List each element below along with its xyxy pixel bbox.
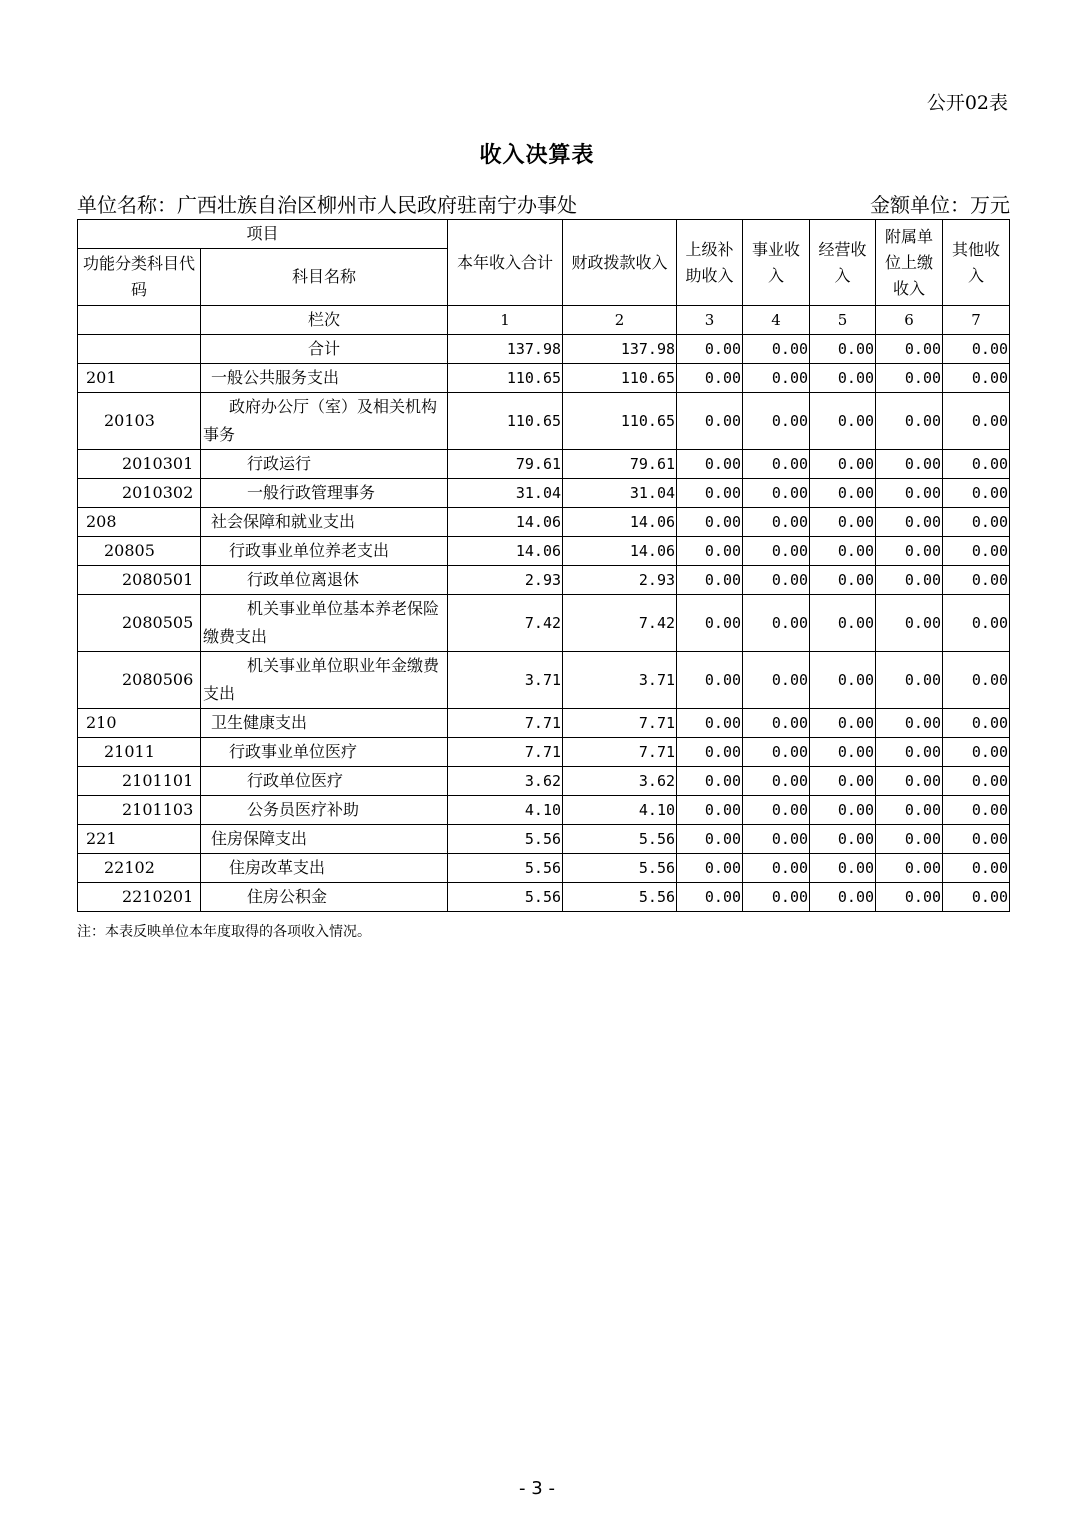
amount-cell: 7.71	[448, 709, 563, 738]
amount-cell: 0.00	[677, 450, 743, 479]
amount-cell: 0.00	[810, 652, 876, 709]
subject-code: 2010301	[78, 450, 201, 479]
amount-cell: 0.00	[677, 537, 743, 566]
table-row	[78, 364, 1010, 393]
amount-cell: 14.06	[563, 508, 677, 537]
amount-cell: 0.00	[810, 738, 876, 767]
amount-cell: 0.00	[876, 825, 943, 854]
amount-cell: 0.00	[943, 709, 1010, 738]
subject-code: 2080505	[78, 595, 201, 652]
amount-cell: 0.00	[677, 767, 743, 796]
total-row	[78, 335, 1010, 364]
subject-name: 行政事业单位医疗	[201, 738, 448, 767]
amount-cell: 3.62	[448, 767, 563, 796]
subject-code: 2080501	[78, 566, 201, 595]
amount-cell: 0.00	[943, 393, 1010, 450]
amount-cell: 0.00	[743, 709, 810, 738]
subject-code: 201	[78, 364, 201, 393]
amount-cell: 5.56	[563, 883, 677, 912]
amount-cell: 2.93	[563, 566, 677, 595]
amount-cell: 0.00	[810, 883, 876, 912]
amount-cell: 7.71	[563, 709, 677, 738]
amount-cell: 110.65	[563, 364, 677, 393]
col-number: 4	[743, 306, 810, 335]
amount-cell: 0.00	[943, 738, 1010, 767]
col-number: 3	[677, 306, 743, 335]
subject-name: 住房改革支出	[201, 854, 448, 883]
subject-code: 22102	[78, 854, 201, 883]
amount-cell: 3.62	[563, 767, 677, 796]
amount-cell: 4.10	[448, 796, 563, 825]
subject-code: 208	[78, 508, 201, 537]
table-row	[78, 883, 1010, 912]
amount-cell: 0.00	[876, 796, 943, 825]
amount-unit: 金额单位：万元	[870, 193, 1010, 217]
header-col-5: 经营收入	[810, 220, 876, 306]
amount-cell: 5.56	[448, 883, 563, 912]
amount-cell: 0.00	[810, 393, 876, 450]
subject-name: 行政事业单位养老支出	[201, 537, 448, 566]
amount-cell: 0.00	[943, 450, 1010, 479]
total-value: 137.98	[448, 335, 563, 364]
amount-cell: 0.00	[743, 796, 810, 825]
amount-cell: 0.00	[876, 709, 943, 738]
subject-code: 21011	[78, 738, 201, 767]
table-row	[78, 796, 1010, 825]
amount-cell: 110.65	[448, 393, 563, 450]
amount-cell: 0.00	[743, 393, 810, 450]
amount-cell: 0.00	[743, 595, 810, 652]
amount-cell: 0.00	[810, 796, 876, 825]
amount-cell: 14.06	[563, 537, 677, 566]
amount-cell: 0.00	[876, 595, 943, 652]
amount-cell: 7.71	[448, 738, 563, 767]
amount-cell: 0.00	[743, 767, 810, 796]
header-col-1: 本年收入合计	[448, 220, 563, 306]
amount-cell: 0.00	[876, 479, 943, 508]
amount-cell: 5.56	[448, 825, 563, 854]
amount-cell: 0.00	[743, 883, 810, 912]
subject-code: 2210201	[78, 883, 201, 912]
header-col-3: 上级补助收入	[677, 220, 743, 306]
amount-cell: 0.00	[876, 508, 943, 537]
amount-cell: 0.00	[677, 709, 743, 738]
amount-cell: 0.00	[810, 709, 876, 738]
total-value: 0.00	[876, 335, 943, 364]
subject-code: 221	[78, 825, 201, 854]
amount-cell: 0.00	[876, 566, 943, 595]
col-number: 1	[448, 306, 563, 335]
header-col-2: 财政拨款收入	[563, 220, 677, 306]
amount-cell: 0.00	[677, 652, 743, 709]
total-code-blank	[78, 335, 201, 364]
subject-code: 20103	[78, 393, 201, 450]
amount-cell: 0.00	[943, 767, 1010, 796]
amount-cell: 0.00	[943, 508, 1010, 537]
header-func-code: 功能分类科目代码	[78, 249, 201, 306]
subject-name: 住房公积金	[201, 883, 448, 912]
amount-cell: 0.00	[677, 883, 743, 912]
amount-cell: 7.42	[448, 595, 563, 652]
amount-cell: 0.00	[943, 595, 1010, 652]
amount-cell: 0.00	[943, 566, 1010, 595]
amount-cell: 0.00	[943, 825, 1010, 854]
col-label-blank	[78, 306, 201, 335]
amount-cell: 3.71	[448, 652, 563, 709]
table-row	[78, 566, 1010, 595]
amount-cell: 0.00	[810, 767, 876, 796]
col-label: 栏次	[201, 306, 448, 335]
subject-name: 行政运行	[201, 450, 448, 479]
amount-cell: 0.00	[943, 883, 1010, 912]
table-row	[78, 479, 1010, 508]
amount-cell: 3.71	[563, 652, 677, 709]
amount-cell: 79.61	[563, 450, 677, 479]
total-value: 0.00	[810, 335, 876, 364]
total-value: 137.98	[563, 335, 677, 364]
subject-name: 机关事业单位基本养老保险缴费支出	[201, 595, 448, 652]
amount-cell: 0.00	[677, 393, 743, 450]
amount-cell: 0.00	[876, 364, 943, 393]
amount-cell: 4.10	[563, 796, 677, 825]
amount-cell: 0.00	[743, 364, 810, 393]
unit-name: 单位名称：广西壮族自治区柳州市人民政府驻南宁办事处	[77, 193, 577, 217]
amount-cell: 7.71	[563, 738, 677, 767]
table-row	[78, 825, 1010, 854]
amount-cell: 110.65	[563, 393, 677, 450]
subject-name: 行政单位离退休	[201, 566, 448, 595]
table-row	[78, 393, 1010, 450]
amount-cell: 0.00	[677, 479, 743, 508]
amount-cell: 0.00	[677, 595, 743, 652]
col-number: 2	[563, 306, 677, 335]
amount-cell: 0.00	[743, 479, 810, 508]
amount-cell: 0.00	[677, 738, 743, 767]
table-row	[78, 508, 1010, 537]
amount-cell: 0.00	[943, 796, 1010, 825]
header-col-7: 其他收入	[943, 220, 1010, 306]
amount-cell: 0.00	[810, 479, 876, 508]
amount-cell: 0.00	[743, 652, 810, 709]
subject-code: 2080506	[78, 652, 201, 709]
amount-cell: 0.00	[876, 738, 943, 767]
amount-cell: 0.00	[677, 854, 743, 883]
amount-cell: 0.00	[677, 825, 743, 854]
income-table	[77, 219, 1010, 912]
header-subject-name: 科目名称	[201, 249, 448, 306]
amount-cell: 31.04	[448, 479, 563, 508]
subject-name: 行政单位医疗	[201, 767, 448, 796]
amount-cell: 0.00	[810, 566, 876, 595]
amount-cell: 0.00	[743, 537, 810, 566]
subject-name: 机关事业单位职业年金缴费支出	[201, 652, 448, 709]
header-col-4: 事业收入	[743, 220, 810, 306]
amount-cell: 0.00	[876, 537, 943, 566]
amount-cell: 7.42	[563, 595, 677, 652]
amount-cell: 5.56	[563, 854, 677, 883]
amount-cell: 0.00	[810, 508, 876, 537]
page-number: - 3 -	[519, 1478, 555, 1499]
page-title: 收入决算表	[479, 142, 595, 168]
total-value: 0.00	[743, 335, 810, 364]
form-number: 公开02表	[926, 92, 1008, 114]
subject-name: 一般行政管理事务	[201, 479, 448, 508]
subject-name: 住房保障支出	[201, 825, 448, 854]
amount-cell: 0.00	[810, 595, 876, 652]
amount-cell: 0.00	[743, 738, 810, 767]
subject-code: 20805	[78, 537, 201, 566]
col-number: 5	[810, 306, 876, 335]
amount-cell: 0.00	[943, 537, 1010, 566]
table-row	[78, 767, 1010, 796]
amount-cell: 0.00	[876, 393, 943, 450]
amount-cell: 0.00	[677, 364, 743, 393]
amount-cell: 0.00	[743, 825, 810, 854]
header-project: 项目	[78, 220, 448, 249]
amount-cell: 0.00	[677, 508, 743, 537]
subject-code: 2101101	[78, 767, 201, 796]
table-row	[78, 595, 1010, 652]
total-value: 0.00	[943, 335, 1010, 364]
col-number: 7	[943, 306, 1010, 335]
table-row	[78, 854, 1010, 883]
amount-cell: 0.00	[943, 364, 1010, 393]
amount-cell: 110.65	[448, 364, 563, 393]
amount-cell: 0.00	[743, 450, 810, 479]
amount-cell: 0.00	[810, 825, 876, 854]
amount-cell: 0.00	[876, 767, 943, 796]
amount-cell: 14.06	[448, 508, 563, 537]
table-row	[78, 709, 1010, 738]
amount-cell: 0.00	[677, 796, 743, 825]
table-row	[78, 537, 1010, 566]
amount-cell: 0.00	[743, 508, 810, 537]
amount-cell: 5.56	[448, 854, 563, 883]
amount-cell: 14.06	[448, 537, 563, 566]
subject-name: 一般公共服务支出	[201, 364, 448, 393]
amount-cell: 2.93	[448, 566, 563, 595]
amount-cell: 31.04	[563, 479, 677, 508]
table-note: 注：本表反映单位本年度取得的各项收入情况。	[77, 924, 371, 940]
amount-cell: 0.00	[743, 566, 810, 595]
amount-cell: 0.00	[876, 450, 943, 479]
amount-cell: 0.00	[743, 854, 810, 883]
amount-cell: 0.00	[810, 364, 876, 393]
amount-cell: 0.00	[876, 883, 943, 912]
amount-cell: 0.00	[876, 652, 943, 709]
header-col-6: 附属单位上缴收入	[876, 220, 943, 306]
subject-code: 210	[78, 709, 201, 738]
table-row	[78, 738, 1010, 767]
amount-cell: 0.00	[943, 854, 1010, 883]
table-row	[78, 652, 1010, 709]
total-label: 合计	[201, 335, 448, 364]
subject-name: 卫生健康支出	[201, 709, 448, 738]
subject-code: 2101103	[78, 796, 201, 825]
amount-cell: 0.00	[943, 479, 1010, 508]
amount-cell: 0.00	[810, 450, 876, 479]
subject-name: 社会保障和就业支出	[201, 508, 448, 537]
subject-code: 2010302	[78, 479, 201, 508]
amount-cell: 5.56	[563, 825, 677, 854]
amount-cell: 0.00	[810, 537, 876, 566]
subject-name: 政府办公厅（室）及相关机构事务	[201, 393, 448, 450]
total-value: 0.00	[677, 335, 743, 364]
amount-cell: 0.00	[677, 566, 743, 595]
amount-cell: 0.00	[876, 854, 943, 883]
subject-name: 公务员医疗补助	[201, 796, 448, 825]
amount-cell: 0.00	[943, 652, 1010, 709]
amount-cell: 0.00	[810, 854, 876, 883]
table-row	[78, 450, 1010, 479]
col-number: 6	[876, 306, 943, 335]
amount-cell: 79.61	[448, 450, 563, 479]
